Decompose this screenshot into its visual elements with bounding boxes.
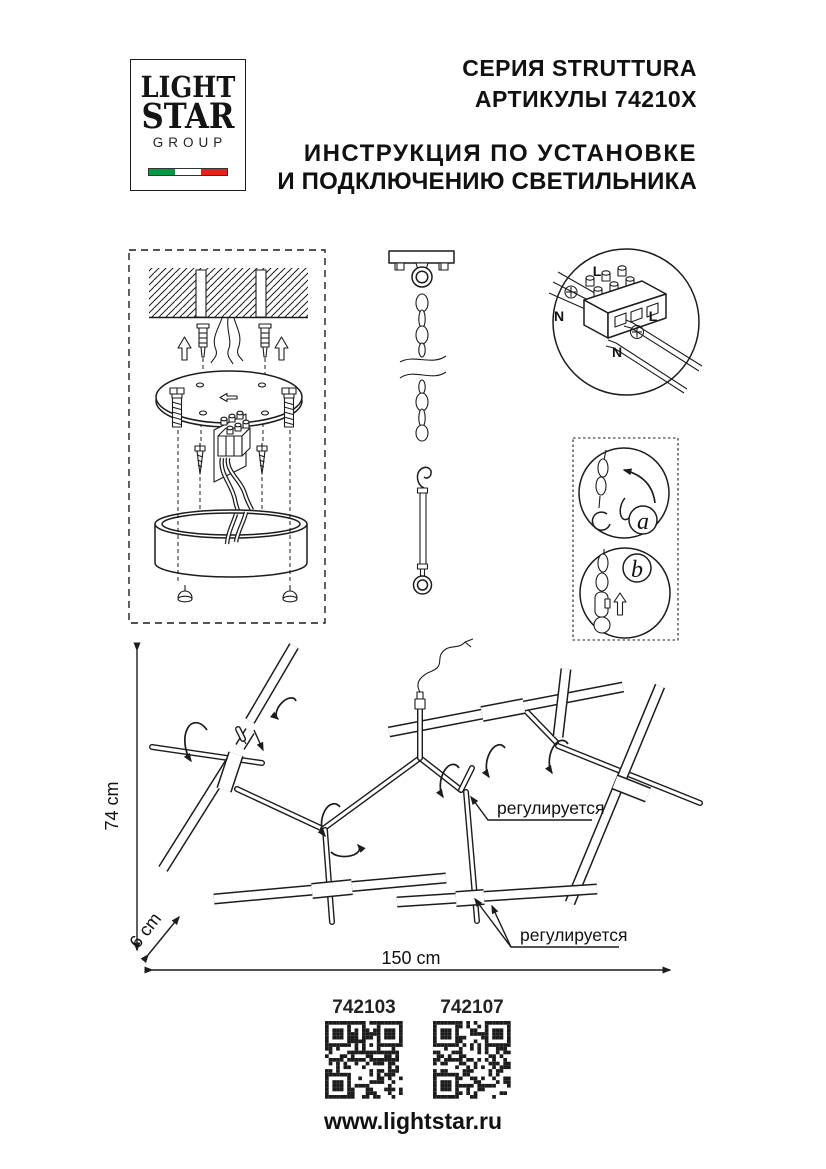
articles-title: АРТИКУЛЫ 74210X xyxy=(474,86,697,112)
article-left xyxy=(325,997,403,1099)
rotate-arrow-icon xyxy=(486,745,505,777)
adjustment-details xyxy=(573,438,678,640)
detail-b-label: b xyxy=(631,557,643,583)
machine-screw-left xyxy=(170,388,184,427)
hanging-rod xyxy=(414,467,432,594)
chain xyxy=(400,294,446,441)
adjustable-label: регулируется xyxy=(497,798,605,818)
wiring-detail xyxy=(549,249,702,395)
up-arrow-icon xyxy=(275,337,288,360)
logo-word-group: GROUP xyxy=(152,135,228,150)
height-value: 74 cm xyxy=(102,781,122,831)
up-arrow-icon xyxy=(178,337,191,360)
rotation-arrows xyxy=(185,698,568,857)
power-cord-assembly xyxy=(415,639,473,758)
drill-hole-right xyxy=(256,270,266,317)
article-code: 742107 xyxy=(440,997,504,1018)
neutral-out-label: N xyxy=(611,344,623,360)
power-cord xyxy=(418,642,465,692)
rotate-arrow-icon xyxy=(276,698,296,719)
cap-nut-left xyxy=(178,585,192,602)
branch-arms xyxy=(152,712,700,922)
adjustable-callout-2 xyxy=(475,899,628,947)
logo-word-star: STAR xyxy=(141,96,235,137)
height-dimension xyxy=(102,650,137,950)
ceiling-hatch xyxy=(149,268,308,318)
instruction-title-line2: И ПОДКЛЮЧЕНИЮ СВЕТИЛЬНИКА xyxy=(277,168,697,195)
insert-direction-arrow xyxy=(254,730,263,750)
detail-a-label: a xyxy=(637,509,649,535)
open-ring-link xyxy=(592,512,610,530)
cap-nut-right xyxy=(283,585,297,602)
logo-word-light: LIGHT xyxy=(140,70,236,104)
qr-code-left xyxy=(325,1021,403,1099)
machine-screw-right xyxy=(282,388,296,427)
article-code: 742103 xyxy=(332,997,396,1018)
tapping-screw-right xyxy=(257,443,267,474)
rotate-arrow-icon xyxy=(331,845,359,857)
adjustable-label: регулируется xyxy=(520,925,628,945)
suspension-parts-diagram xyxy=(389,251,454,594)
live-out-label: L xyxy=(648,308,658,324)
live-in-label: L xyxy=(592,263,602,279)
instruction-title-line1: ИНСТРУКЦИЯ ПО УСТАНОВКЕ xyxy=(303,140,697,167)
terminal-bracket xyxy=(214,411,252,514)
chandelier-diagram xyxy=(102,639,700,970)
tapping-screw-left xyxy=(195,443,205,474)
ceiling-plate xyxy=(389,251,454,287)
detail-b xyxy=(580,548,670,638)
wall-anchor-right xyxy=(259,324,271,357)
earth-icon xyxy=(631,326,644,339)
depth-dimension xyxy=(125,909,179,955)
article-right xyxy=(433,997,511,1099)
cord-plug xyxy=(415,699,425,709)
insert-up-arrow-icon xyxy=(614,593,626,615)
width-value: 150 cm xyxy=(381,948,441,968)
series-title: СЕРИЯ STRUTTURA xyxy=(462,55,697,81)
width-dimension xyxy=(152,948,670,970)
drill-hole-left xyxy=(196,270,206,317)
mains-wires xyxy=(211,318,243,364)
wall-anchor-left xyxy=(197,324,209,357)
neutral-in-label: N xyxy=(553,308,565,324)
carabiner-latch xyxy=(605,599,610,608)
rotate-open-arrow-icon xyxy=(624,470,655,503)
website-url: www.lightstar.ru xyxy=(323,1108,503,1134)
earth-icon xyxy=(565,286,577,298)
adjustable-callout-1 xyxy=(471,797,605,820)
qr-code-right xyxy=(433,1021,511,1099)
detail-a xyxy=(579,448,669,538)
open-oval-link xyxy=(620,498,630,520)
ceiling-mount-diagram xyxy=(129,250,325,623)
depth-value: 6 cm xyxy=(125,908,166,952)
